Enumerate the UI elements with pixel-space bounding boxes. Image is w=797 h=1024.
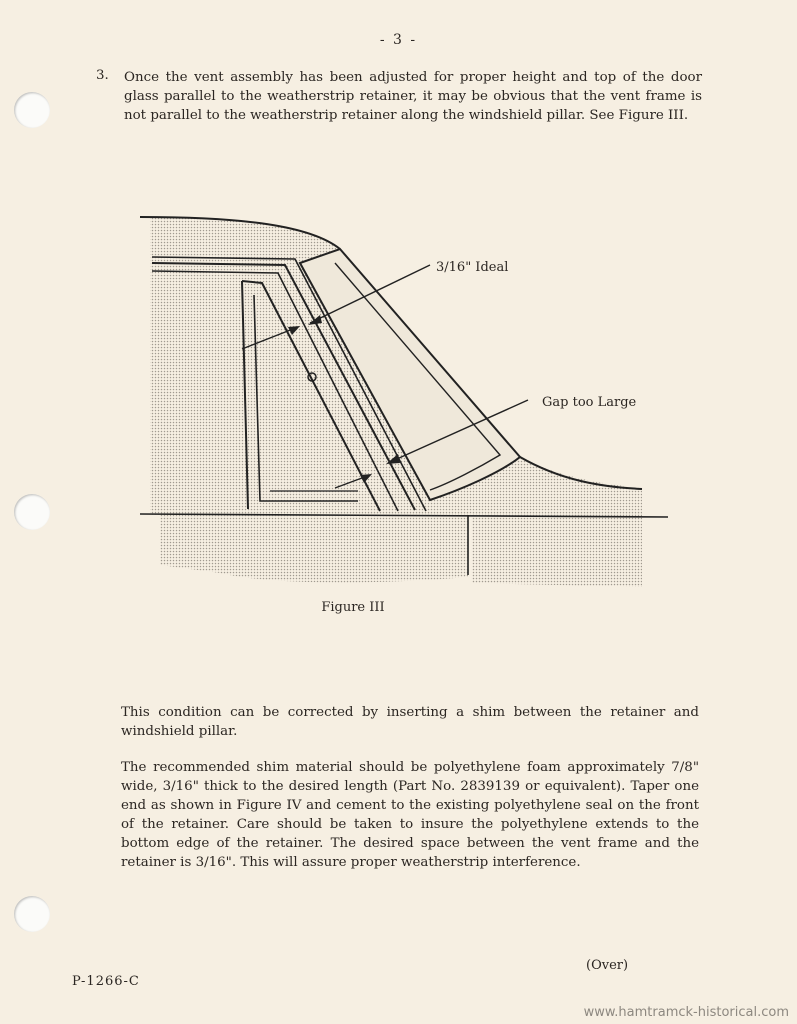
figure-caption: Figure III — [321, 600, 385, 615]
binder-hole-bottom — [14, 896, 50, 932]
door-shading — [160, 513, 468, 583]
binder-hole-top — [14, 92, 50, 128]
over-note: (Over) — [586, 958, 629, 973]
paragraph-1: This condition can be corrected by inserting a shim between the retainer and windshield pillar. — [121, 705, 699, 739]
intro-paragraph: Once the vent assembly has been adjusted for proper height and top of the door glass parallel to the weatherstrip retainer, it may be obvious that the vent frame is not parallel to the weatherstrip retainer along the windshield pillar. See Figure III. — [124, 70, 702, 123]
vent-window-diagram — [130, 205, 670, 600]
paragraph-2: The recommended shim material should be polyethylene foam approximately 7/8" wide, 3/16" thick to the desired length (Part No. 2839139 or equivalent). Taper one end as shown in Figure IV and cement to the existing polyethylene seal on the front of the retainer. Care should be taken to insure the polyethylene extends to the bottom edge of the retainer. The desired space between the vent frame and the retainer is 3/16". This will assure proper weatherstrip interference. — [121, 760, 699, 870]
lower-body-shading — [472, 513, 642, 587]
document-code: P-1266-C — [72, 974, 140, 989]
watermark: www.hamtramck-historical.com — [583, 1005, 789, 1020]
label-ideal: 3/16" Ideal — [436, 260, 509, 275]
item-number: 3. — [96, 68, 109, 83]
label-gap: Gap too Large — [542, 395, 637, 410]
figure-iii — [130, 205, 670, 600]
binder-hole-middle — [14, 494, 50, 530]
page-number: - 3 - — [379, 32, 418, 48]
